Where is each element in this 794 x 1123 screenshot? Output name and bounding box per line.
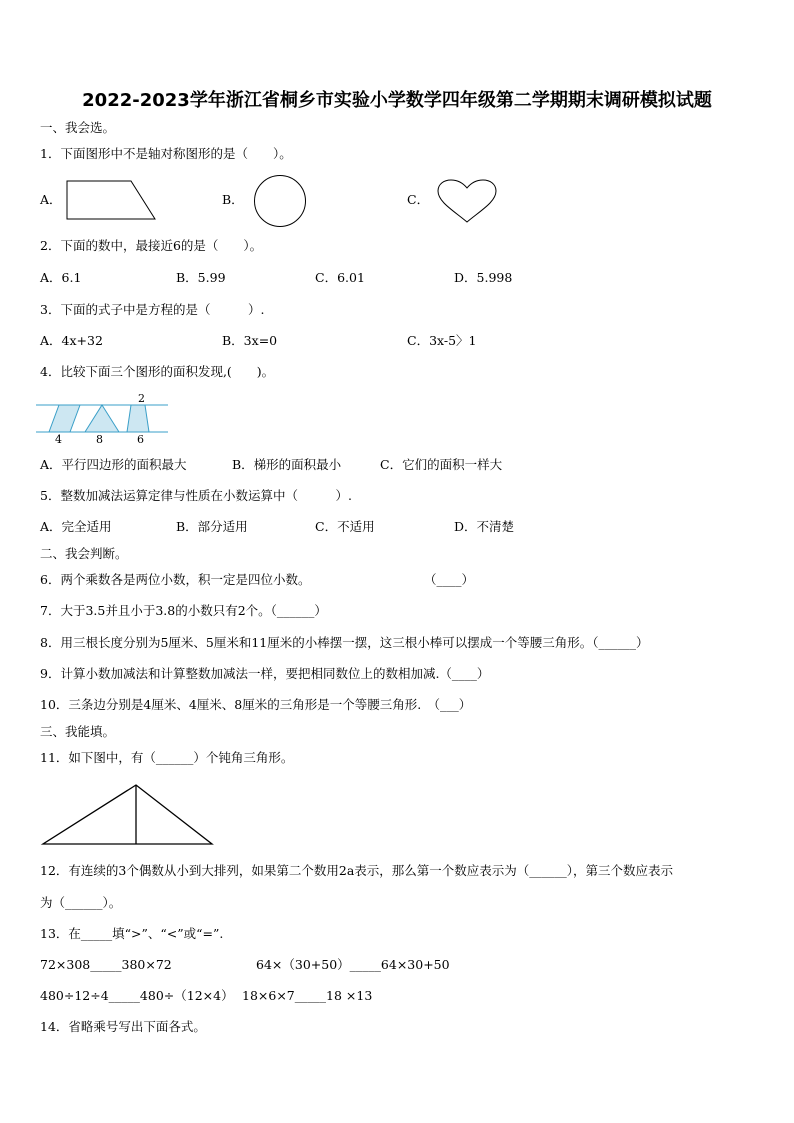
heart-figure <box>436 178 498 226</box>
section-heading-judge: 二、我会判断。 <box>40 546 128 561</box>
q5-option-a: A．完全适用 <box>40 519 112 534</box>
q5-option-d: D．不清楚 <box>454 519 515 534</box>
q13-expression-2: 64×（30+50）_____64×30+50 <box>256 957 450 972</box>
question-1-stem: 1．下面图形中不是轴对称图形的是（ ）。 <box>40 146 292 161</box>
q1-option-b-label: B． <box>222 192 244 207</box>
q4-option-a: A．平行四边形的面积最大 <box>40 457 187 472</box>
q5-option-b: B．部分适用 <box>176 519 248 534</box>
question-9-stem: 9．计算小数加减法和计算整数加减法一样，要把相同数位上的数相加减.（____） <box>40 666 490 681</box>
question-2-stem: 2．下面的数中，最接近6的是（ ）。 <box>40 238 263 253</box>
section-heading-choose: 一、我会选。 <box>40 120 116 135</box>
trapezoid-figure <box>64 178 158 222</box>
q3-option-c: C．3x-5〉1 <box>407 333 477 348</box>
question-3-stem: 3．下面的式子中是方程的是（ ）. <box>40 302 265 317</box>
q3-option-b: B．3x=0 <box>222 333 278 348</box>
q1-option-c-label: C． <box>407 192 430 207</box>
q4-label-8: 8 <box>96 433 103 446</box>
parallelogram-shape <box>49 405 80 432</box>
circle-figure <box>252 175 310 229</box>
question-7-stem: 7．大于3.5并且小于3.8的小数只有2个。（______） <box>40 603 327 618</box>
question-14-stem: 14．省略乘号写出下面各式。 <box>40 1019 206 1034</box>
q4-label-4: 4 <box>55 433 62 446</box>
q4-label-6: 6 <box>137 433 144 446</box>
question-5-stem: 5．整数加减法运算定律与性质在小数运算中（ ）. <box>40 488 352 503</box>
q13-expression-1: 72×308_____380×72 <box>40 957 172 972</box>
trapezoid-shape <box>127 405 149 432</box>
q2-option-d: D．5.998 <box>454 270 513 285</box>
question-11-stem: 11．如下图中，有（______）个钝角三角形。 <box>40 750 294 765</box>
question-12-line1: 12．有连续的3个偶数从小到大排列，如果第二个数用2a表示，那么第一个数应表示为（______），第三个数应表示 <box>40 863 674 878</box>
q2-option-c: C．6.01 <box>315 270 365 285</box>
page-title: 2022-2023学年浙江省桐乡市实验小学数学四年级第二学期期末调研模拟试题 <box>82 90 712 111</box>
obtuse-triangle-figure <box>40 780 216 848</box>
q2-option-b: B．5.99 <box>176 270 226 285</box>
q2-option-a: A．6.1 <box>40 270 82 285</box>
q13-expression-4: 18×6×7_____18 ×13 <box>242 988 373 1003</box>
q13-expression-3: 480÷12÷4_____480÷（12×4） <box>40 988 234 1003</box>
q5-option-c: C．不适用 <box>315 519 375 534</box>
section-heading-fill: 三、我能填。 <box>40 724 116 739</box>
q4-option-c: C．它们的面积一样大 <box>380 457 503 472</box>
question-10-stem: 10．三条边分别是4厘米、4厘米、8厘米的三角形是一个等腰三角形. （___） <box>40 697 472 712</box>
q1-option-a-label: A． <box>40 192 62 207</box>
question-12-line2: 为（______）。 <box>40 895 122 910</box>
question-6-blank: （____） <box>424 572 475 587</box>
question-6-stem: 6．两个乘数各是两位小数，积一定是四位小数。 <box>40 572 311 587</box>
triangle-shape <box>85 405 119 432</box>
q3-option-a: A．4x+32 <box>40 333 103 348</box>
question-4-stem: 4．比较下面三个图形的面积发现,( )。 <box>40 364 275 379</box>
question-8-stem: 8．用三根长度分别为5厘米、5厘米和11厘米的小棒摆一摆，这三根小棒可以摆成一个等腰三角形。（______） <box>40 635 649 650</box>
q4-option-b: B．梯形的面积最小 <box>232 457 342 472</box>
q4-label-top: 2 <box>138 392 145 405</box>
question-13-stem: 13．在_____填“>”、“<”或“=”. <box>40 926 224 941</box>
